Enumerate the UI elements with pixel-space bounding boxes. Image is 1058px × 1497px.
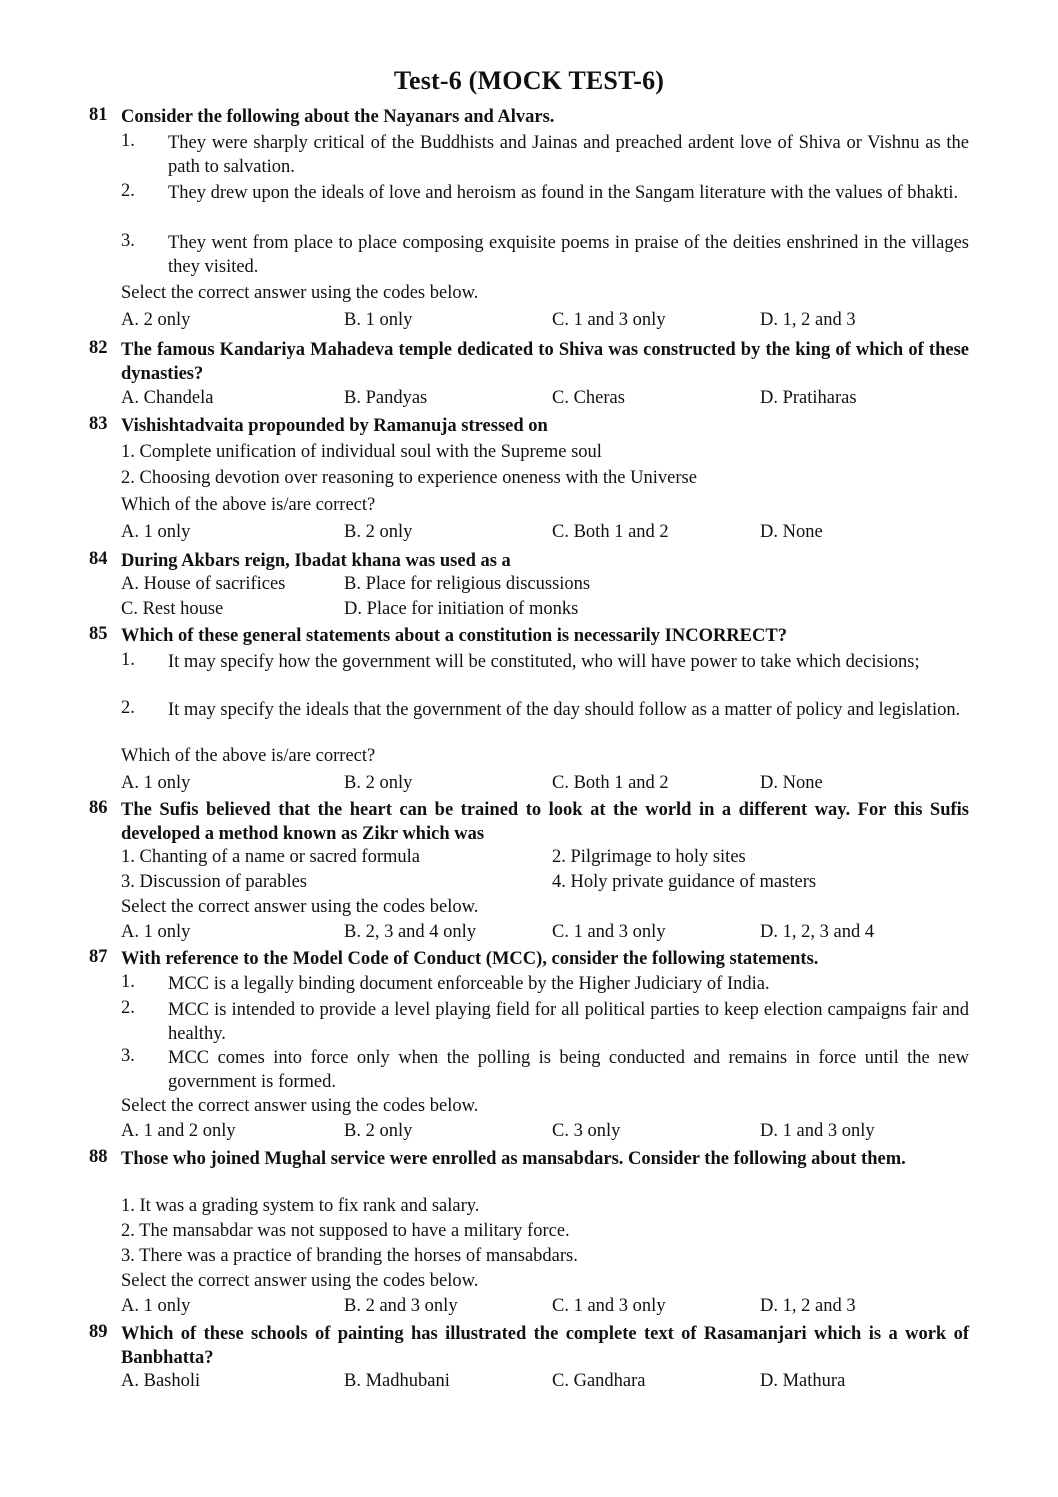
question-number: 87 [89, 947, 108, 967]
question-text: Which of these schools of painting has illustrated the complete text of Rasamanjari which is a work of Banbhatta? [121, 1324, 969, 1368]
option-b: B. Madhubani [344, 1371, 450, 1391]
option-b: B. 2 only [344, 522, 413, 542]
statement-number: 1. [121, 131, 135, 151]
statement-text: MCC comes into force only when the polling is being conducted and remains in force until the new government is formed. [168, 1048, 969, 1092]
option-c: C. 1 and 3 only [552, 922, 666, 942]
statement-number: 3. [121, 231, 135, 251]
statement-line: 4. Holy private guidance of masters [552, 872, 817, 892]
option-c: C. Both 1 and 2 [552, 773, 669, 793]
statement-line: 3. Discussion of parables [121, 872, 307, 892]
statement-number: 1. [121, 972, 135, 992]
option-c: C. Gandhara [552, 1371, 646, 1391]
question-text: The famous Kandariya Mahadeva temple dedicated to Shiva was constructed by the king of which of these dynasties? [121, 340, 969, 384]
option-c: C. Cheras [552, 388, 625, 408]
question-number: 86 [89, 798, 108, 818]
option-a: A. Basholi [121, 1371, 201, 1391]
option-a: A. 1 only [121, 522, 191, 542]
option-b: B. 2 and 3 only [344, 1296, 458, 1316]
statement-number: 2. [121, 998, 135, 1018]
option-a: A. House of sacrifices [121, 574, 286, 594]
option-c: C. 3 only [552, 1121, 621, 1141]
option-d: D. Place for initiation of monks [344, 599, 579, 619]
question-text: Vishishtadvaita propounded by Ramanuja stressed on [121, 416, 548, 436]
statement-text: It may specify the ideals that the government of the day should follow as a matter of policy and legislation. [168, 700, 961, 720]
question-text: Consider the following about the Nayanars and Alvars. [121, 107, 555, 127]
statement-line: 2. The mansabdar was not supposed to have a military force. [121, 1221, 570, 1241]
statement-text: MCC is a legally binding document enforceable by the Higher Judiciary of India. [168, 974, 770, 994]
option-b: B. 2 only [344, 1121, 413, 1141]
statement-line: 1. Chanting of a name or sacred formula [121, 847, 420, 867]
option-d: D. 1, 2 and 3 [760, 1296, 856, 1316]
option-c: C. 1 and 3 only [552, 310, 666, 330]
option-b: B. 2, 3 and 4 only [344, 922, 477, 942]
statement-number: 3. [121, 1046, 135, 1066]
question-text: Those who joined Mughal service were enrolled as mansabdars. Consider the following about them. [121, 1149, 906, 1169]
question-text: During Akbars reign, Ibadat khana was used as a [121, 551, 511, 571]
statement-line: 1. It was a grading system to fix rank and salary. [121, 1196, 480, 1216]
statement-line: 1. Complete unification of individual soul with the Supreme soul [121, 442, 602, 462]
option-b: B. Pandyas [344, 388, 428, 408]
question-text: Which of these general statements about a constitution is necessarily INCORRECT? [121, 626, 787, 646]
option-a: A. 1 only [121, 1296, 191, 1316]
option-b: B. 2 only [344, 773, 413, 793]
instruction: Select the correct answer using the codes below. [121, 897, 479, 917]
page-title: Test-6 (MOCK TEST-6) [393, 66, 665, 95]
statement-text: It may specify how the government will be constituted, who will have power to take which decisions; [168, 652, 920, 672]
statement-line: 2. Choosing devotion over reasoning to experience oneness with the Universe [121, 468, 697, 488]
instruction: Select the correct answer using the codes below. [121, 1096, 479, 1116]
option-a: A. 1 only [121, 922, 191, 942]
question-number: 81 [89, 105, 108, 125]
option-d: D. None [760, 522, 823, 542]
statement-number: 1. [121, 650, 135, 670]
option-b: B. 1 only [344, 310, 413, 330]
instruction: Which of the above is/are correct? [121, 495, 376, 515]
option-d: D. 1, 2 and 3 [760, 310, 856, 330]
question-text: The Sufis believed that the heart can be trained to look at the world in a different way. For this Sufis developed a method known as Zikr which was [121, 800, 969, 844]
option-a: A. 2 only [121, 310, 191, 330]
question-number: 88 [89, 1147, 108, 1167]
option-d: D. 1, 2, 3 and 4 [760, 922, 875, 942]
option-d: D. None [760, 773, 823, 793]
statement-number: 2. [121, 181, 135, 201]
option-d: D. Mathura [760, 1371, 846, 1391]
question-number: 83 [89, 414, 108, 434]
statement-text: They drew upon the ideals of love and heroism as found in the Sangam literature with the values of bhakti. [168, 183, 959, 203]
question-number: 84 [89, 549, 108, 569]
statement-line: 3. There was a practice of branding the horses of mansabdars. [121, 1246, 578, 1266]
option-a: A. 1 only [121, 773, 191, 793]
statement-number: 2. [121, 698, 135, 718]
option-a: A. Chandela [121, 388, 214, 408]
statement-text: They were sharply critical of the Buddhists and Jainas and preached ardent love of Shiva or Vishnu as the path to salvation. [168, 133, 969, 177]
option-a: A. 1 and 2 only [121, 1121, 236, 1141]
option-d: D. 1 and 3 only [760, 1121, 875, 1141]
question-number: 82 [89, 338, 108, 358]
option-b: B. Place for religious discussions [344, 574, 591, 594]
instruction: Which of the above is/are correct? [121, 746, 376, 766]
statement-line: 2. Pilgrimage to holy sites [552, 847, 746, 867]
option-c: C. Rest house [121, 599, 224, 619]
option-d: D. Pratiharas [760, 388, 857, 408]
option-c: C. 1 and 3 only [552, 1296, 666, 1316]
option-c: C. Both 1 and 2 [552, 522, 669, 542]
question-number: 85 [89, 624, 108, 644]
question-number: 89 [89, 1322, 108, 1342]
statement-text: They went from place to place composing exquisite poems in praise of the deities enshrined in the villages they visited. [168, 233, 969, 277]
instruction: Select the correct answer using the codes below. [121, 283, 479, 303]
statement-text: MCC is intended to provide a level playing field for all political parties to keep election campaigns fair and healthy. [168, 1000, 969, 1044]
question-text: With reference to the Model Code of Conduct (MCC), consider the following statements. [121, 949, 819, 969]
instruction: Select the correct answer using the codes below. [121, 1271, 479, 1291]
